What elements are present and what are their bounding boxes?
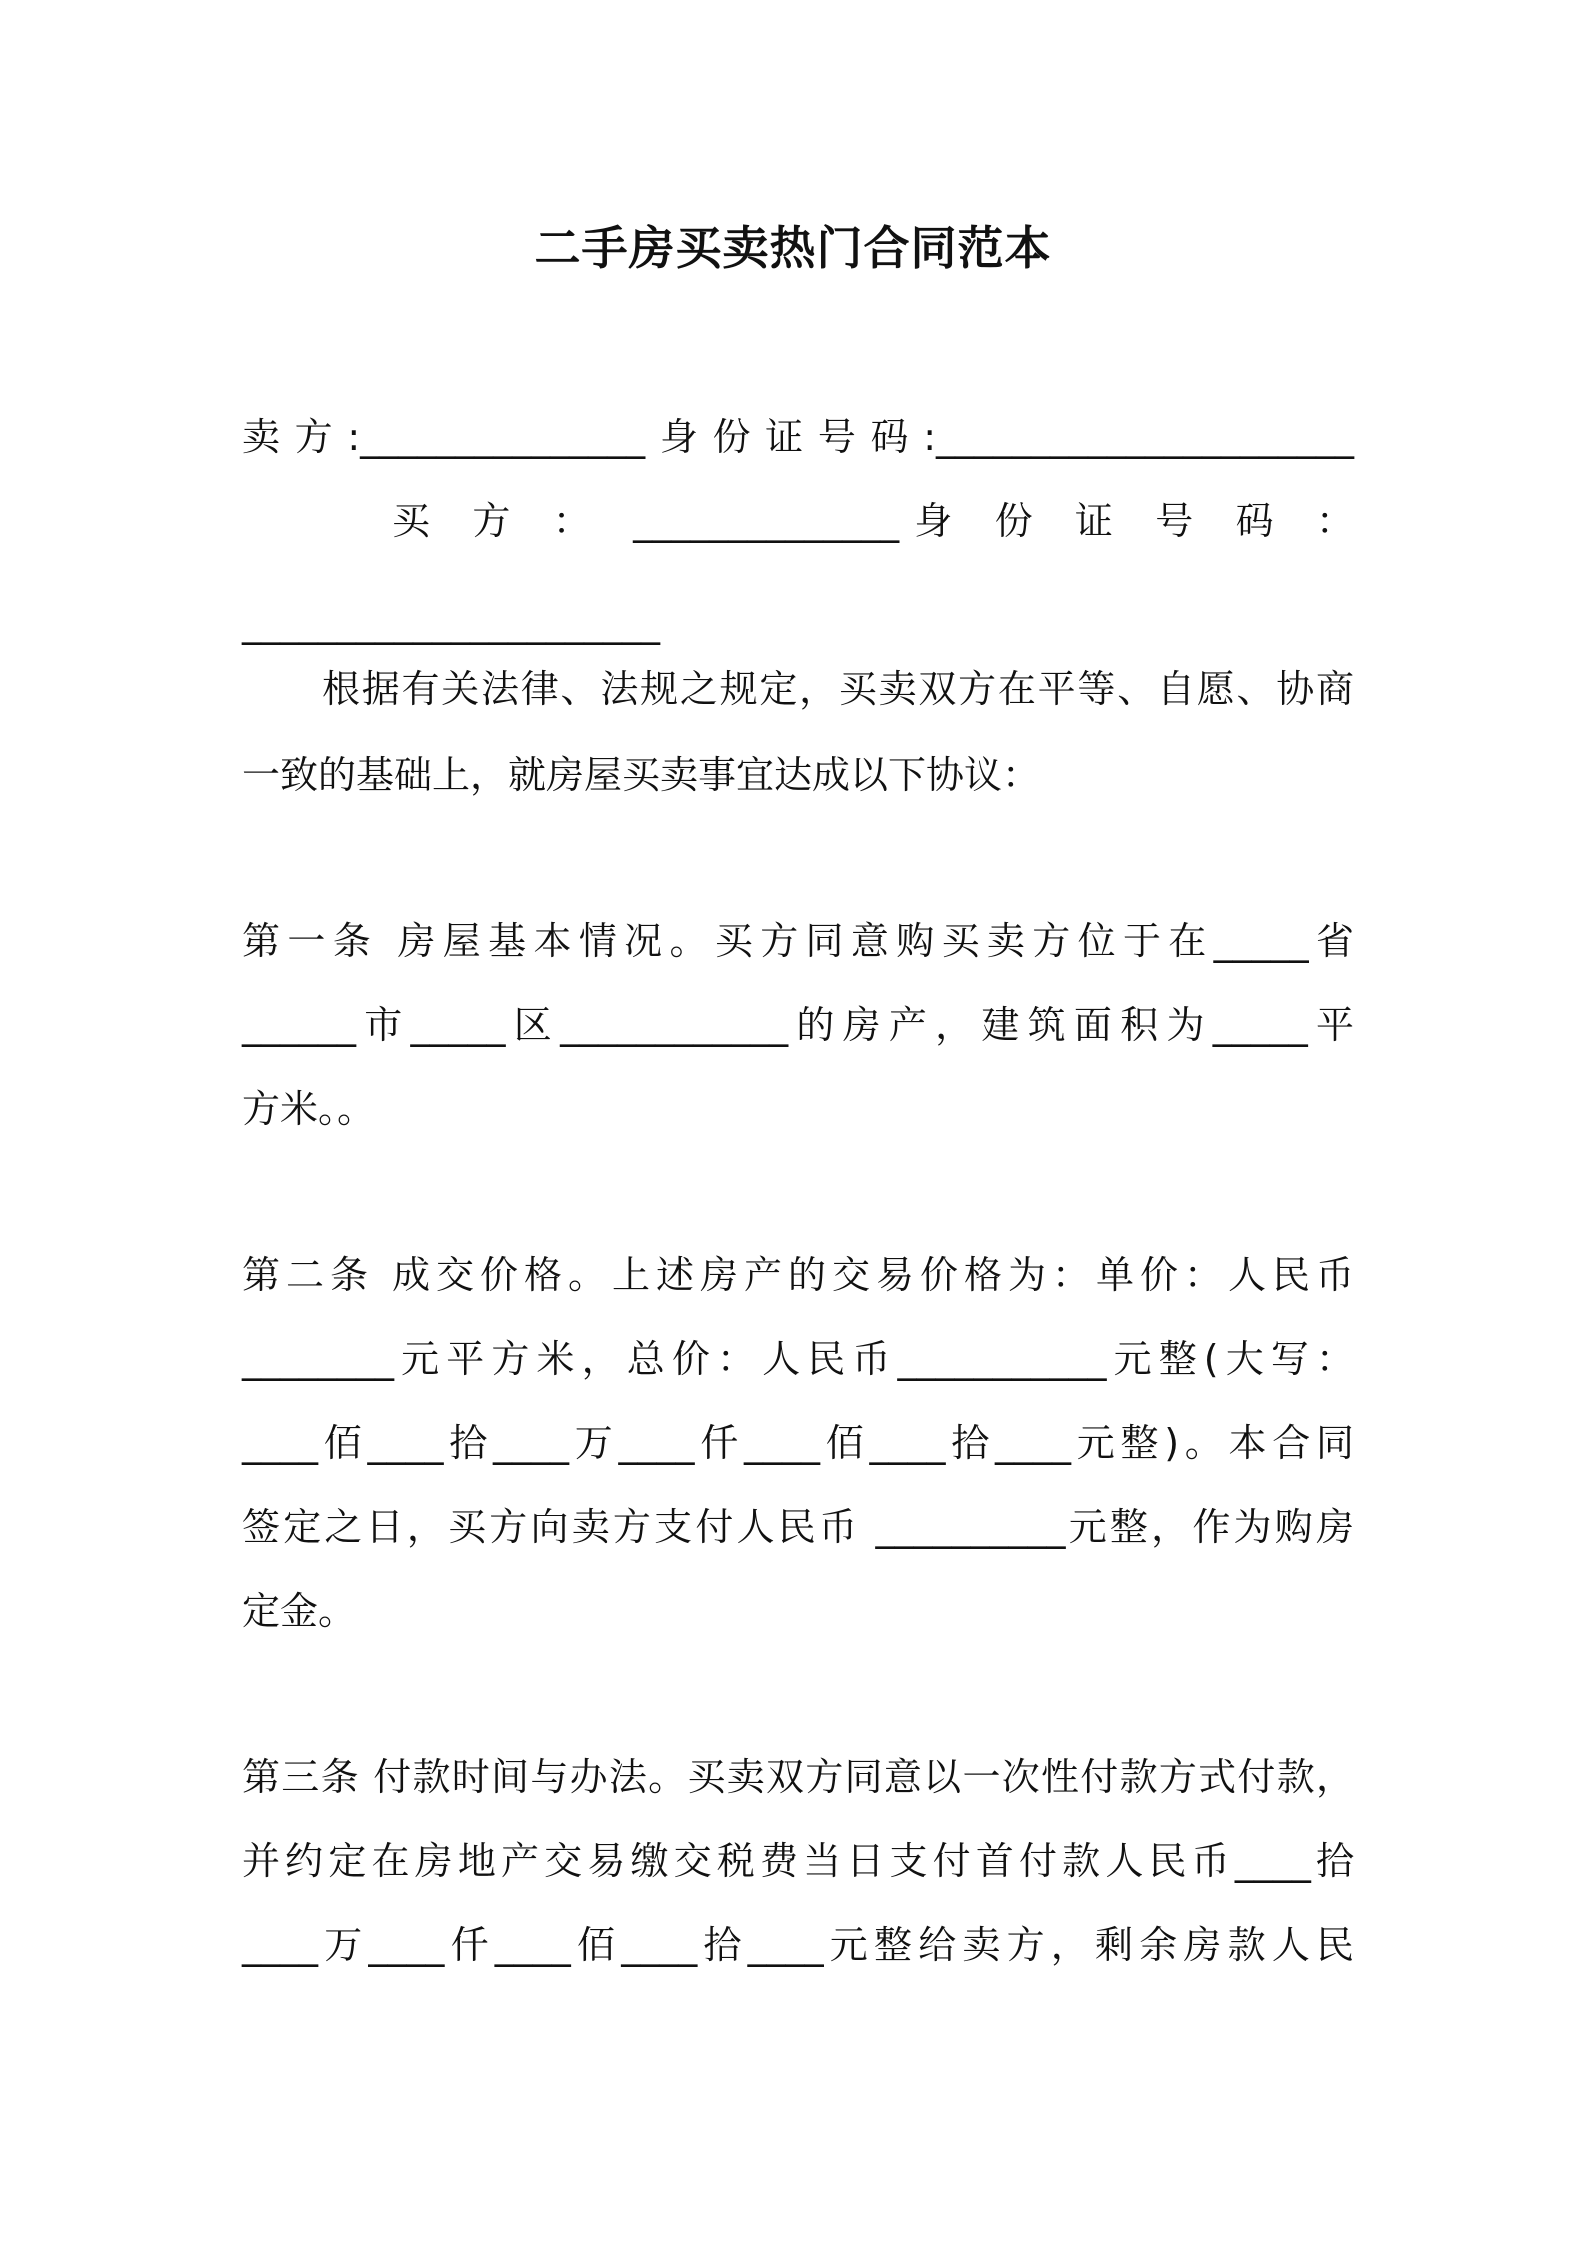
article2-line-2: ________元平方米，总价：人民币___________元整(大写： — [242, 1337, 1354, 1381]
article2-line-1: 第二条 成交价格。上述房产的交易价格为：单价：人民币 — [242, 1253, 1354, 1297]
article1-line-1: 第一条 房屋基本情况。买方同意购买卖方位于在_____省 — [242, 919, 1354, 963]
article3-line-1: 第三条 付款时间与办法。买卖双方同意以一次性付款方式付款， — [242, 1755, 1354, 1799]
buyer-line-continued: ______________________ — [242, 601, 660, 645]
buyer-line: 买 方 ： ______________身 份 证 号 码 ： — [392, 499, 1354, 543]
seller-line: 卖方:_______________身份证号码:______________________ — [242, 415, 1354, 459]
preamble-line-1: 根据有关法律、法规之规定，买卖双方在平等、自愿、协商 — [322, 667, 1354, 711]
preamble-line-2: 一致的基础上，就房屋买卖事宜达成以下协议： — [242, 753, 1041, 797]
article3-line-3: ____万____仟____佰____拾____元整给卖方，剩余房款人民 — [242, 1923, 1354, 1967]
article2-line-3: ____佰____拾____万____仟____佰____拾____元整)。本合同 — [242, 1421, 1354, 1465]
document-title: 二手房买卖热门合同范本 — [534, 221, 1052, 275]
article2-line-4: 签定之日，买方向卖方支付人民币 __________元整，作为购房 — [242, 1505, 1354, 1549]
article2-line-5: 定金。 — [242, 1589, 357, 1633]
article1-line-3: 方米。。 — [242, 1087, 376, 1131]
article1-line-2: ______市_____区____________的房产，建筑面积为_____平 — [242, 1003, 1354, 1047]
article3-line-2: 并约定在房地产交易缴交税费当日支付首付款人民币____拾 — [242, 1839, 1354, 1883]
